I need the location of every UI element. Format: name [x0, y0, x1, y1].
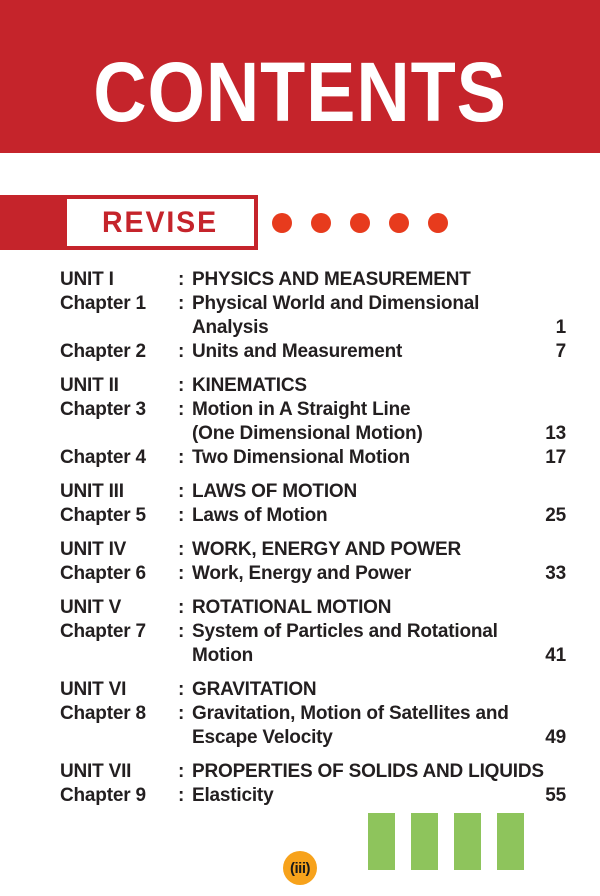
toc-entry-page-number: 41 — [545, 645, 566, 666]
toc-entry-label: Chapter 6 — [60, 563, 146, 584]
toc-title-line: LAWS OF MOTION — [192, 481, 358, 502]
toc-title-line: Elasticity — [192, 785, 274, 806]
toc-entry-row — [60, 374, 566, 398]
toc-entry-label: UNIT III — [60, 481, 124, 502]
toc-entry-label: UNIT IV — [60, 539, 127, 560]
toc-entry-row — [60, 678, 566, 702]
toc-entry-title — [192, 340, 514, 364]
toc-entry-label: UNIT V — [60, 597, 122, 618]
toc-entry-row — [60, 538, 566, 562]
toc-entry-separator: : — [178, 679, 185, 700]
page-title: CONTENTS — [93, 44, 507, 139]
toc-entry-page-number: 55 — [545, 785, 566, 806]
revise-badge — [63, 195, 258, 250]
toc-entry-row — [60, 596, 566, 620]
toc-title-line: Work, Energy and Power — [192, 563, 412, 584]
decoration-bar — [368, 813, 395, 870]
toc-entry-title — [192, 702, 514, 750]
decoration-bars — [368, 813, 524, 870]
toc-entry-separator: : — [178, 399, 185, 420]
toc-title-line: Gravitation, Motion of Satellites and — [192, 703, 509, 724]
toc-entry-row — [60, 784, 566, 808]
toc-entry-separator: : — [178, 621, 185, 642]
toc-entry-label: Chapter 9 — [60, 785, 146, 806]
toc-entry-page-number: 33 — [545, 563, 566, 584]
toc-entry-separator: : — [178, 375, 185, 396]
toc-entry-row — [60, 292, 566, 340]
toc-entry-title — [192, 398, 514, 446]
toc-entry-separator: : — [178, 269, 185, 290]
toc-title-line: Escape Velocity — [192, 727, 333, 748]
toc-entry-separator: : — [178, 785, 185, 806]
toc-entry-separator: : — [178, 481, 185, 502]
decoration-bar — [497, 813, 524, 870]
toc-entry-label: Chapter 2 — [60, 341, 146, 362]
page-number-badge — [283, 851, 317, 885]
toc-entry-title — [192, 678, 514, 702]
toc-entry-title — [192, 374, 514, 398]
toc-title-line: WORK, ENERGY AND POWER — [192, 539, 462, 560]
toc-entry-title — [192, 784, 514, 808]
toc-title-line: GRAVITATION — [192, 679, 317, 700]
toc-entry-row — [60, 760, 566, 784]
toc-title-line: System of Particles and Rotational — [192, 621, 498, 642]
toc-entry-separator: : — [178, 539, 185, 560]
toc-title-line: Motion — [192, 645, 254, 666]
toc-entry-label: UNIT VII — [60, 761, 132, 782]
toc-entry-separator: : — [178, 703, 185, 724]
toc-entry-label: Chapter 3 — [60, 399, 146, 420]
toc-entry-page-number: 1 — [555, 317, 566, 338]
toc-entry-row — [60, 620, 566, 668]
toc-title-line: Two Dimensional Motion — [192, 447, 410, 468]
decoration-bar — [454, 813, 481, 870]
toc-entry-label: Chapter 1 — [60, 293, 146, 314]
toc-entry-row — [60, 340, 566, 364]
toc-title-line: ROTATIONAL MOTION — [192, 597, 392, 618]
toc-entry-label: UNIT I — [60, 269, 114, 290]
revise-dot — [311, 213, 331, 233]
toc-entry-page-number: 7 — [555, 341, 566, 362]
toc-title-line: Units and Measurement — [192, 341, 403, 362]
revise-dot — [428, 213, 448, 233]
toc-entry-title — [192, 446, 514, 470]
toc-entry-separator: : — [178, 447, 185, 468]
toc-entry-label: Chapter 8 — [60, 703, 146, 724]
toc-entry-page-number: 49 — [545, 727, 566, 748]
toc-entry-label: Chapter 5 — [60, 505, 146, 526]
toc-entry-title — [192, 562, 514, 586]
toc-entry-row — [60, 446, 566, 470]
toc-entry-title — [192, 596, 514, 620]
toc-entry-row — [60, 702, 566, 750]
toc-entry-row — [60, 480, 566, 504]
toc-entry-separator: : — [178, 341, 185, 362]
page-number-label: (iii) — [290, 859, 310, 877]
toc-title-line: Physical World and Dimensional — [192, 293, 480, 314]
toc-title-line: KINEMATICS — [192, 375, 307, 396]
header-band — [0, 0, 600, 153]
toc-list — [60, 268, 566, 808]
toc-entry-title — [192, 268, 514, 292]
toc-entry-separator: : — [178, 597, 185, 618]
toc-entry-title — [192, 620, 514, 668]
toc-entry-title — [192, 480, 514, 504]
toc-entry-label: Chapter 7 — [60, 621, 146, 642]
revise-dot — [389, 213, 409, 233]
toc-entry-separator: : — [178, 293, 185, 314]
toc-entry-title — [192, 538, 514, 562]
toc-entry-label: UNIT VI — [60, 679, 127, 700]
toc-title-line: PROPERTIES OF SOLIDS AND LIQUIDS — [192, 761, 544, 782]
toc-entry-page-number: 13 — [545, 423, 566, 444]
toc-entry-row — [60, 562, 566, 586]
decoration-bar — [411, 813, 438, 870]
toc-entry-title — [192, 760, 544, 784]
toc-entry-row — [60, 398, 566, 446]
toc-entry-page-number: 25 — [545, 505, 566, 526]
toc-title-line: Laws of Motion — [192, 505, 328, 526]
revise-accent-block — [0, 195, 63, 250]
revise-dot — [350, 213, 370, 233]
toc-entry-row — [60, 504, 566, 528]
toc-entry-row — [60, 268, 566, 292]
toc-title-line: Motion in A Straight Line — [192, 399, 411, 420]
toc-title-line: (One Dimensional Motion) — [192, 423, 423, 444]
toc-entry-separator: : — [178, 563, 185, 584]
toc-entry-title — [192, 292, 514, 340]
toc-title-line: PHYSICS AND MEASUREMENT — [192, 269, 471, 290]
toc-entry-label: UNIT II — [60, 375, 119, 396]
revise-row — [0, 195, 600, 250]
toc-entry-separator: : — [178, 761, 185, 782]
toc-entry-label: Chapter 4 — [60, 447, 146, 468]
toc-entry-page-number: 17 — [545, 447, 566, 468]
toc-entry-title — [192, 504, 514, 528]
toc-entry-separator: : — [178, 505, 185, 526]
revise-label: REVISE — [102, 205, 219, 239]
toc-title-line: Analysis — [192, 317, 269, 338]
revise-dots — [272, 195, 448, 250]
revise-dot — [272, 213, 292, 233]
